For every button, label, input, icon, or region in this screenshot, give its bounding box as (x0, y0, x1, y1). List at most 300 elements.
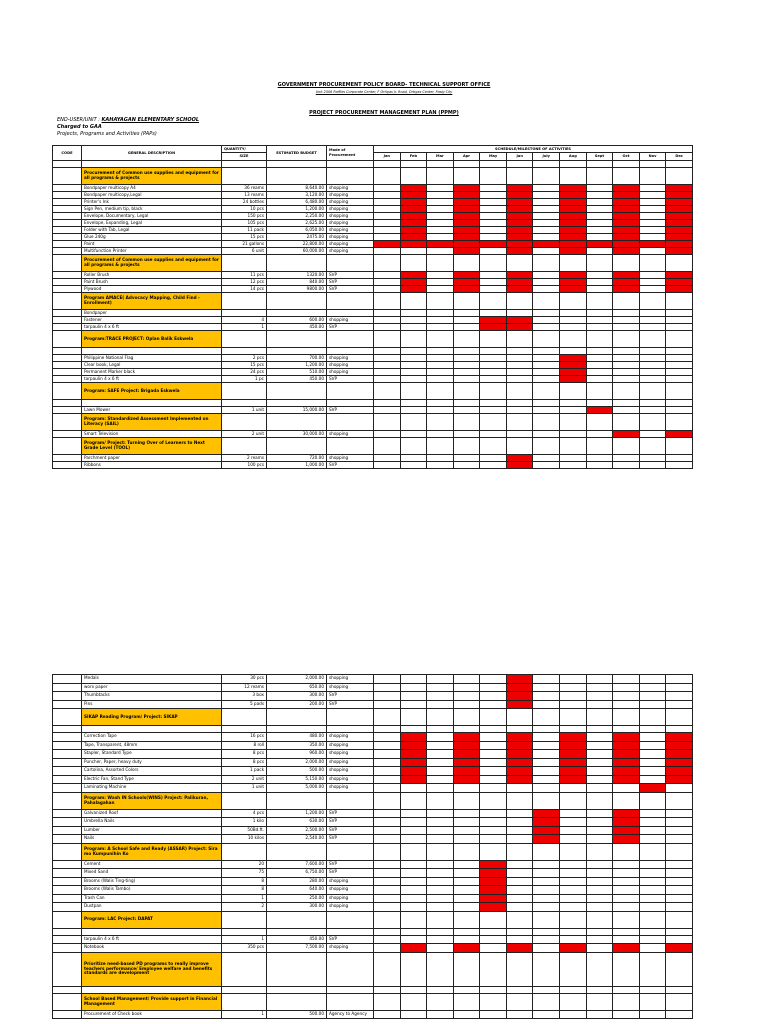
schedule-cell (639, 944, 666, 953)
schedule-cell (480, 293, 507, 310)
schedule-cell (613, 675, 640, 684)
table-row (53, 455, 693, 462)
schedule-cell (400, 792, 427, 809)
schedule-cell (533, 826, 560, 835)
schedule-cell (639, 362, 666, 369)
budget-cell: 22,800.00 (267, 241, 327, 248)
table-row (53, 362, 693, 369)
schedule-cell (666, 168, 693, 185)
schedule-cell (560, 272, 587, 279)
schedule-cell (400, 733, 427, 742)
code-cell (53, 248, 82, 255)
budget-cell (267, 709, 327, 726)
schedule-cell (533, 1010, 560, 1019)
schedule-cell (639, 700, 666, 709)
schedule-cell (374, 286, 401, 293)
code-cell (53, 1010, 82, 1019)
budget-cell (267, 726, 327, 733)
schedule-cell (400, 726, 427, 733)
table-row (53, 750, 693, 759)
schedule-cell (533, 675, 560, 684)
mode-cell: shopping (327, 362, 374, 369)
mode-cell (327, 168, 374, 185)
code-cell (53, 869, 82, 878)
qty-cell: 14 pcs (222, 286, 267, 293)
schedule-cell (666, 733, 693, 742)
schedule-cell (453, 860, 480, 869)
schedule-cell (400, 293, 427, 310)
schedule-cell (586, 185, 613, 192)
schedule-cell (400, 860, 427, 869)
schedule-cell (586, 726, 613, 733)
schedule-cell (666, 792, 693, 809)
mode-cell: SVP (327, 272, 374, 279)
schedule-cell (586, 438, 613, 455)
schedule-cell (400, 348, 427, 355)
schedule-cell (613, 733, 640, 742)
schedule-cell (374, 733, 401, 742)
schedule-cell (613, 234, 640, 241)
schedule-cell (374, 792, 401, 809)
schedule-cell (427, 279, 454, 286)
code-cell (53, 886, 82, 895)
qty-cell (222, 400, 267, 407)
schedule-cell (560, 161, 587, 168)
schedule-cell (613, 324, 640, 331)
qty-cell (222, 952, 267, 986)
budget-cell: 1320.00 (267, 272, 327, 279)
schedule-cell (613, 362, 640, 369)
qty-cell: 4 (222, 317, 267, 324)
schedule-cell (533, 234, 560, 241)
schedule-cell (506, 692, 533, 701)
schedule-cell (666, 818, 693, 827)
budget-cell (267, 911, 327, 928)
desc-cell: Fastener (82, 317, 222, 324)
mode-cell: shopping (327, 234, 374, 241)
schedule-cell (533, 331, 560, 348)
schedule-cell (560, 750, 587, 759)
mode-cell: SVP (327, 809, 374, 818)
section-row (53, 911, 693, 928)
schedule-cell (400, 255, 427, 272)
budget-cell: 60,000.00 (267, 248, 327, 255)
mode-cell (327, 928, 374, 935)
month-header: July (533, 153, 560, 161)
schedule-cell (613, 903, 640, 912)
schedule-cell (666, 255, 693, 272)
schedule-cell (427, 692, 454, 701)
table-row (53, 784, 693, 793)
schedule-cell (453, 206, 480, 213)
schedule-cell (506, 255, 533, 272)
schedule-cell (374, 911, 401, 928)
schedule-cell (453, 376, 480, 383)
schedule-cell (666, 369, 693, 376)
schedule-cell (506, 369, 533, 376)
schedule-cell (427, 928, 454, 935)
schedule-cell (666, 750, 693, 759)
schedule-cell (586, 355, 613, 362)
schedule-cell (639, 692, 666, 701)
schedule-cell (427, 161, 454, 168)
schedule-cell (480, 255, 507, 272)
schedule-cell (639, 272, 666, 279)
schedule-cell (427, 168, 454, 185)
table-row (53, 462, 693, 469)
ppmp-table-page1 (52, 145, 693, 469)
budget-cell: 500.00 (267, 767, 327, 776)
budget-cell (267, 952, 327, 986)
schedule-cell (374, 758, 401, 767)
schedule-cell (480, 903, 507, 912)
schedule-cell (560, 835, 587, 844)
schedule-cell (533, 462, 560, 469)
schedule-cell (400, 220, 427, 227)
desc-cell: Bondpaper (82, 310, 222, 317)
schedule-cell (613, 928, 640, 935)
schedule-cell (427, 462, 454, 469)
mode-cell (327, 348, 374, 355)
schedule-cell (506, 928, 533, 935)
code-cell (53, 733, 82, 742)
schedule-cell (506, 886, 533, 895)
schedule-cell (400, 431, 427, 438)
schedule-cell (506, 767, 533, 776)
schedule-cell (533, 324, 560, 331)
schedule-cell (666, 213, 693, 220)
schedule-cell (613, 227, 640, 234)
desc-cell (82, 348, 222, 355)
schedule-cell (374, 692, 401, 701)
schedule-cell (639, 750, 666, 759)
schedule-cell (374, 161, 401, 168)
schedule-cell (586, 767, 613, 776)
schedule-cell (666, 928, 693, 935)
schedule-cell (639, 683, 666, 692)
schedule-cell (374, 272, 401, 279)
schedule-cell (480, 362, 507, 369)
desc-cell: Printer's Ink (82, 199, 222, 206)
schedule-cell (453, 213, 480, 220)
qty-cell (222, 331, 267, 348)
schedule-cell (480, 431, 507, 438)
budget-cell: 1,000.00 (267, 462, 327, 469)
schedule-cell (374, 894, 401, 903)
schedule-cell (639, 886, 666, 895)
qty-cell: 1 (222, 894, 267, 903)
table-row (53, 986, 693, 993)
schedule-cell (506, 185, 533, 192)
schedule-cell (480, 758, 507, 767)
schedule-cell (586, 431, 613, 438)
code-cell (53, 726, 82, 733)
schedule-cell (506, 835, 533, 844)
schedule-cell (453, 279, 480, 286)
schedule-cell (374, 886, 401, 895)
schedule-cell (586, 935, 613, 944)
schedule-cell (666, 355, 693, 362)
schedule-cell (666, 185, 693, 192)
schedule-cell (613, 199, 640, 206)
schedule-cell (506, 894, 533, 903)
end-user-value: KAHAYAGAN ELEMENTARY SCHOOL (101, 117, 200, 123)
schedule-cell (533, 383, 560, 400)
schedule-cell (586, 809, 613, 818)
schedule-cell (613, 213, 640, 220)
schedule-cell (400, 683, 427, 692)
schedule-cell (560, 935, 587, 944)
schedule-cell (400, 935, 427, 944)
schedule-cell (427, 877, 454, 886)
schedule-cell (400, 741, 427, 750)
qty-cell (222, 293, 267, 310)
schedule-cell (453, 369, 480, 376)
schedule-cell (586, 683, 613, 692)
schedule-cell (400, 911, 427, 928)
schedule-cell (427, 206, 454, 213)
schedule-cell (639, 293, 666, 310)
schedule-cell (666, 310, 693, 317)
schedule-cell (666, 860, 693, 869)
schedule-cell (560, 826, 587, 835)
code-cell (53, 894, 82, 903)
paps-label: Projects, Programs and Activities (PAPs) (57, 131, 157, 137)
schedule-cell (666, 331, 693, 348)
budget-cell: 480.00 (267, 733, 327, 742)
schedule-cell (374, 168, 401, 185)
schedule-cell (666, 348, 693, 355)
schedule-cell (453, 758, 480, 767)
schedule-cell (427, 935, 454, 944)
budget-cell (267, 383, 327, 400)
schedule-cell (560, 993, 587, 1010)
col-code: CODE (53, 146, 82, 161)
budget-cell: 600.00 (267, 317, 327, 324)
schedule-cell (453, 733, 480, 742)
schedule-cell (480, 279, 507, 286)
budget-cell: 15,000.00 (267, 407, 327, 414)
code-cell (53, 213, 82, 220)
schedule-cell (506, 877, 533, 886)
schedule-cell (400, 675, 427, 684)
budget-cell: 9800.00 (267, 286, 327, 293)
desc-cell: Umbrella Nails (82, 818, 222, 827)
desc-cell: Program:TRACE PROJECT: Oplan Balik Eskwela (82, 331, 222, 348)
schedule-cell (374, 362, 401, 369)
schedule-cell (400, 894, 427, 903)
schedule-cell (400, 383, 427, 400)
schedule-cell (480, 935, 507, 944)
schedule-cell (639, 199, 666, 206)
qty-cell: 2 reams (222, 455, 267, 462)
schedule-cell (374, 935, 401, 944)
schedule-cell (480, 750, 507, 759)
schedule-cell (453, 843, 480, 860)
schedule-cell (453, 869, 480, 878)
schedule-cell (560, 683, 587, 692)
schedule-cell (533, 213, 560, 220)
desc-cell (82, 400, 222, 407)
schedule-cell (666, 400, 693, 407)
schedule-cell (560, 775, 587, 784)
budget-cell: 510.00 (267, 369, 327, 376)
mode-cell: shopping (327, 741, 374, 750)
schedule-cell (533, 877, 560, 886)
schedule-cell (586, 161, 613, 168)
schedule-cell (666, 279, 693, 286)
schedule-cell (666, 234, 693, 241)
desc-cell: Bondpaper multicopy A4 (82, 185, 222, 192)
schedule-cell (586, 860, 613, 869)
budget-cell: 2,000.00 (267, 758, 327, 767)
schedule-cell (374, 709, 401, 726)
schedule-cell (639, 161, 666, 168)
schedule-cell (666, 431, 693, 438)
schedule-cell (480, 683, 507, 692)
schedule-cell (666, 272, 693, 279)
schedule-cell (639, 455, 666, 462)
schedule-cell (506, 331, 533, 348)
mode-cell: shopping (327, 192, 374, 199)
schedule-cell (613, 241, 640, 248)
table-row (53, 758, 693, 767)
schedule-cell (427, 192, 454, 199)
schedule-cell (586, 928, 613, 935)
table-row (53, 1010, 693, 1019)
schedule-cell (560, 869, 587, 878)
schedule-cell (639, 726, 666, 733)
schedule-cell (400, 886, 427, 895)
table-row (53, 310, 693, 317)
schedule-cell (506, 775, 533, 784)
col-budget: ESTIMATED BUDGET (267, 146, 327, 161)
schedule-cell (453, 675, 480, 684)
budget-cell: 5,000.00 (267, 784, 327, 793)
schedule-cell (506, 726, 533, 733)
schedule-cell (453, 894, 480, 903)
schedule-cell (639, 241, 666, 248)
schedule-cell (400, 414, 427, 431)
table-row (53, 234, 693, 241)
schedule-cell (560, 317, 587, 324)
schedule-cell (427, 986, 454, 993)
code-cell (53, 860, 82, 869)
schedule-cell (453, 726, 480, 733)
schedule-cell (480, 886, 507, 895)
schedule-cell (639, 911, 666, 928)
mode-cell (327, 310, 374, 317)
table-row (53, 692, 693, 701)
schedule-cell (453, 255, 480, 272)
schedule-cell (560, 241, 587, 248)
schedule-cell (427, 185, 454, 192)
schedule-cell (533, 784, 560, 793)
budget-cell: 2475.00 (267, 234, 327, 241)
table-row (53, 741, 693, 750)
schedule-cell (453, 835, 480, 844)
schedule-cell (453, 438, 480, 455)
schedule-cell (586, 293, 613, 310)
schedule-cell (506, 826, 533, 835)
qty-cell (222, 709, 267, 726)
schedule-cell (666, 700, 693, 709)
schedule-cell (480, 400, 507, 407)
schedule-cell (533, 362, 560, 369)
budget-cell: 2,500.00 (267, 826, 327, 835)
code-cell (53, 227, 82, 234)
schedule-cell (666, 248, 693, 255)
mode-cell: SVP (327, 935, 374, 944)
code-cell (53, 355, 82, 362)
schedule-cell (613, 293, 640, 310)
desc-cell: Folder with Tab, Legal (82, 227, 222, 234)
schedule-cell (560, 928, 587, 935)
schedule-cell (480, 310, 507, 317)
mode-cell (327, 792, 374, 809)
code-cell (53, 792, 82, 809)
table-row (53, 826, 693, 835)
schedule-cell (586, 758, 613, 767)
schedule-cell (613, 348, 640, 355)
schedule-cell (480, 286, 507, 293)
schedule-cell (400, 241, 427, 248)
schedule-cell (666, 383, 693, 400)
schedule-cell (666, 894, 693, 903)
code-cell (53, 935, 82, 944)
schedule-cell (613, 692, 640, 701)
desc-cell: Pins (82, 700, 222, 709)
schedule-cell (666, 709, 693, 726)
schedule-cell (480, 414, 507, 431)
schedule-cell (533, 206, 560, 213)
schedule-cell (533, 407, 560, 414)
schedule-cell (639, 317, 666, 324)
section-row (53, 993, 693, 1010)
schedule-cell (586, 383, 613, 400)
budget-cell: 280.00 (267, 877, 327, 886)
mode-cell: SVP (327, 407, 374, 414)
schedule-cell (533, 168, 560, 185)
schedule-cell (586, 407, 613, 414)
schedule-cell (506, 414, 533, 431)
schedule-cell (613, 455, 640, 462)
schedule-cell (613, 407, 640, 414)
schedule-cell (480, 869, 507, 878)
schedule-cell (427, 286, 454, 293)
schedule-cell (480, 199, 507, 206)
schedule-cell (453, 272, 480, 279)
schedule-cell (560, 692, 587, 701)
schedule-cell (374, 376, 401, 383)
section-row (53, 843, 693, 860)
mode-cell (327, 255, 374, 272)
mode-cell: shopping (327, 675, 374, 684)
schedule-cell (427, 809, 454, 818)
end-user-line (57, 117, 199, 123)
desc-cell: Cartolina, Assorted Colors (82, 767, 222, 776)
budget-cell: 450.00 (267, 935, 327, 944)
schedule-cell (400, 362, 427, 369)
schedule-cell (506, 376, 533, 383)
schedule-cell (506, 993, 533, 1010)
schedule-cell (427, 993, 454, 1010)
month-header: Jun (506, 153, 533, 161)
budget-cell: 6,480.00 (267, 199, 327, 206)
schedule-cell (613, 192, 640, 199)
schedule-cell (453, 928, 480, 935)
desc-cell: tarpaulin 4 x 6 ft (82, 935, 222, 944)
